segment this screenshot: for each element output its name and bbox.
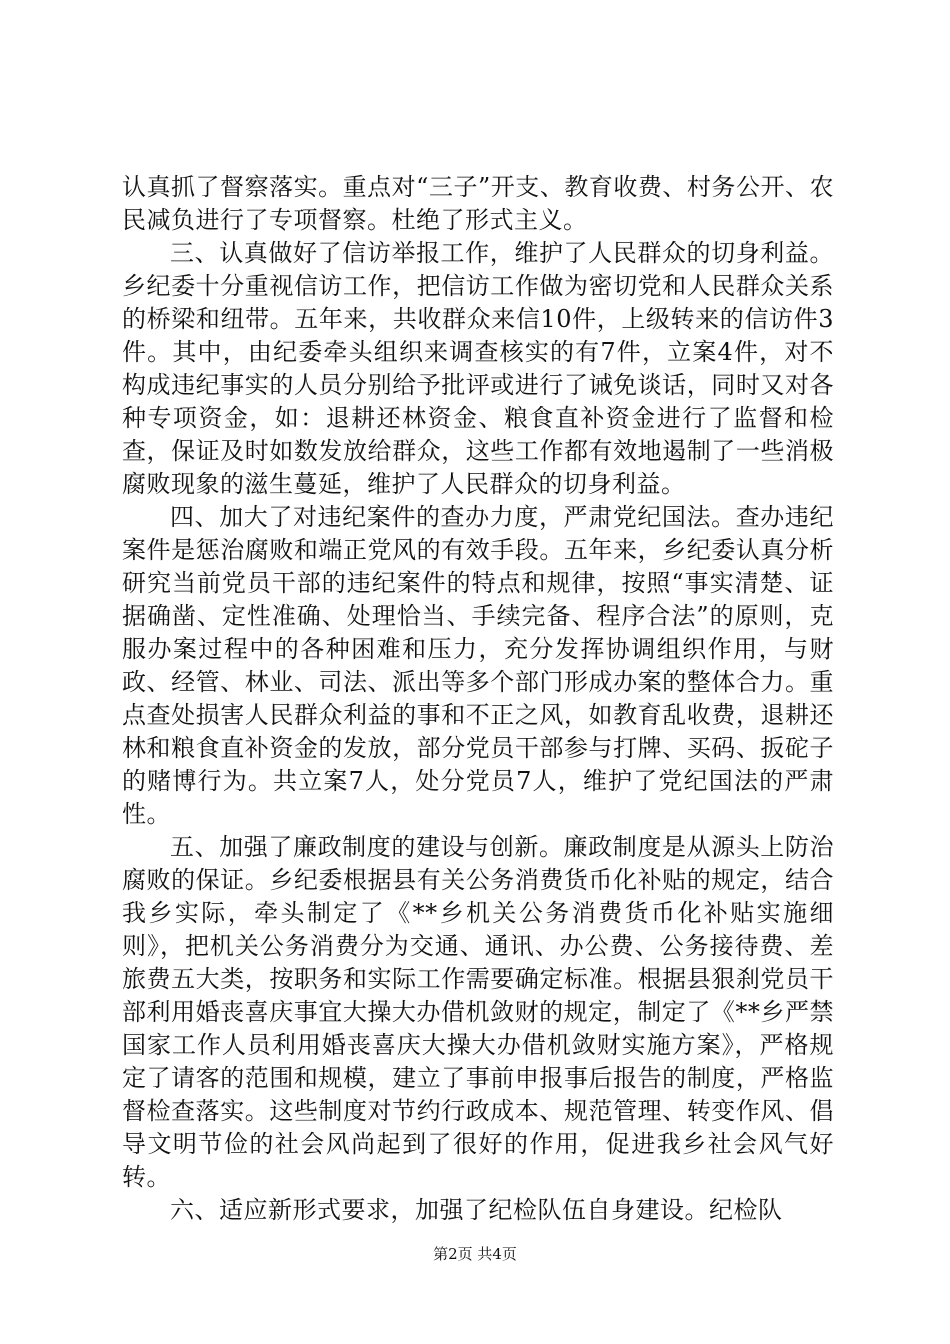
paragraph-team-building: 六、适应新形式要求，加强了纪检队伍自身建设。纪检队 — [170, 1196, 783, 1224]
paragraph-petition-work: 三、认真做好了信访举报工作，维护了人民群众的切身利益。乡纪委十分重视信访工作，把信访工作做为密切党和人民群众关系的桥梁和纽带。五年来，共收群众来信10件，上级转来的信访件3件。其中，由纪委牵头组织来调查核实的有7件，立案4件，对不构成违纪事实的人员分别给予批评或进行了诫免谈话，同时又对各种专项资金，如：退耕还林资金、粮食直补资金进行了监督和检查，保证及时如数发放给群众，这些工作都有效地遏制了一些消极腐败现象的滋生蔓延，维护了人民群众的切身利益。 — [122, 239, 834, 498]
paragraph-integrity-system: 五、加强了廉政制度的建设与创新。廉政制度是从源头上防治腐败的保证。乡纪委根据县有关公务消费货币化补贴的规定，结合我乡实际，牵头制定了《**乡机关公务消费货币化补贴实施细则》，把机关公务消费分为交通、通讯、办公费、公务接待费、差旅费五大类，按职务和实际工作需要确定标准。根据县狠刹党员干部利用婚丧喜庆事宜大操大办借机敛财的规定，制定了《**乡严禁国家工作人员利用婚丧喜庆大操大办借机敛财实施方案》，严格规定了请客的范围和规模，建立了事前申报事后报告的制度，严格监督检查落实。这些制度对节约行政成本、规范管理、转变作风、倡导文明节俭的社会风尚起到了很好的作用，促进我乡社会风气好转。 — [122, 833, 834, 1191]
paragraph-case-handling: 四、加大了对违纪案件的查办力度，严肃党纪国法。查办违纪案件是惩治腐败和端正党风的有效手段。五年来，乡纪委认真分析研究当前党员干部的违纪案件的特点和规律，按照“事实清楚、证据确凿、定性准确、处理恰当、手续完备、程序合法”的原则，克服办案过程中的各种困难和压力，充分发挥协调组织作用，与财政、经管、林业、司法、派出等多个部门形成办案的整体合力。重点查处损害人民群众利益的事和不正之风，如教育乱收费，退耕还林和粮食直补资金的发放，部分党员干部参与打牌、买码、扳砣子的赌博行为。共立案7人，处分党员7人，维护了党纪国法的严肃性。 — [122, 503, 834, 828]
page-number-footer: 第2页 共4页 — [433, 1245, 517, 1263]
paragraph-continuation: 认真抓了督察落实。重点对“三子”开支、教育收费、村务公开、农民减负进行了专项督察。杜绝了形式主义。 — [122, 173, 834, 234]
document-body — [122, 171, 834, 1227]
